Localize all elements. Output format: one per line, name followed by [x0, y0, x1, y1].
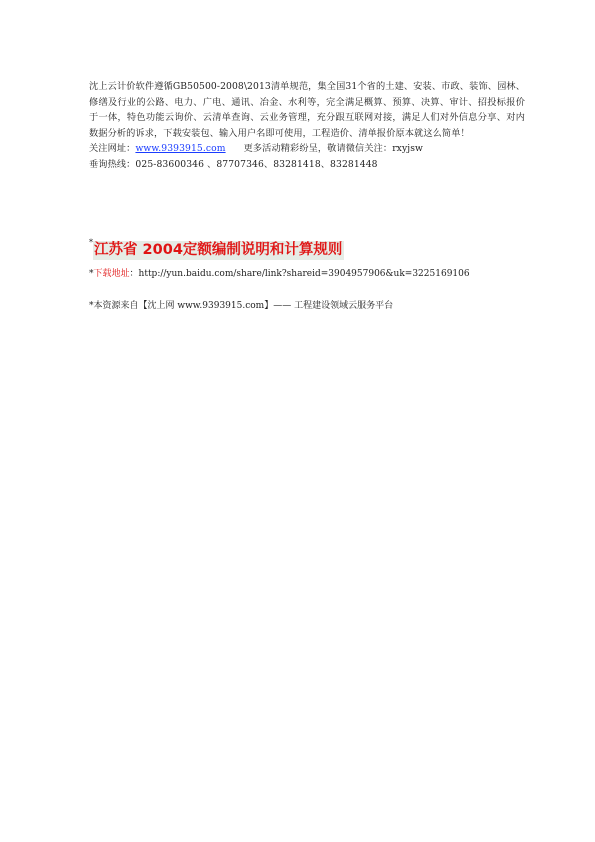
- source-line: *本资源来自【沈上网 www.9393915.com】—— 工程建设领域云服务平台: [89, 301, 394, 311]
- section-heading: [89, 238, 344, 259]
- download-url-link[interactable]: http://yun.baidu.com/share/link?shareid=3904957906&uk=3225169106: [138, 269, 470, 279]
- download-line: [89, 266, 470, 279]
- intro-block: [89, 79, 525, 172]
- follow-line: [89, 141, 525, 157]
- heading-title: 江苏省 2004定额编制说明和计算规则: [94, 242, 343, 258]
- download-label: 下载地址: [93, 269, 130, 279]
- intro-paragraph: 沈上云计价软件遵循GB50500-2008\2013清单规范，集全国31个省的土建、安装、市政、装饰、园林、修缮及行业的公路、电力、广电、通讯、冶金、水利等，完全满足概算、预算、决算、审计、招投标报价于一体，特色功能云询价、云清单查询、云业务管理，充分跟互联网对接，满足人们对外信息分享、对内数据分析的诉求，下载安装包、输入用户名即可使用，工程造价、清单报价原本就这么简单！: [89, 81, 525, 139]
- hotline-line: 垂询热线：025-83600346 、87707346、83281418、83281448: [89, 158, 378, 170]
- wechat-text: 更多活动精彩纷呈，敬请微信关注：rxyjsw: [243, 143, 423, 154]
- follow-label: 关注网址：: [89, 143, 136, 154]
- download-colon: ：: [129, 269, 139, 279]
- download-star: *: [89, 269, 94, 279]
- follow-url-link[interactable]: www.9393915.com: [135, 143, 226, 154]
- heading-star: *: [89, 238, 93, 247]
